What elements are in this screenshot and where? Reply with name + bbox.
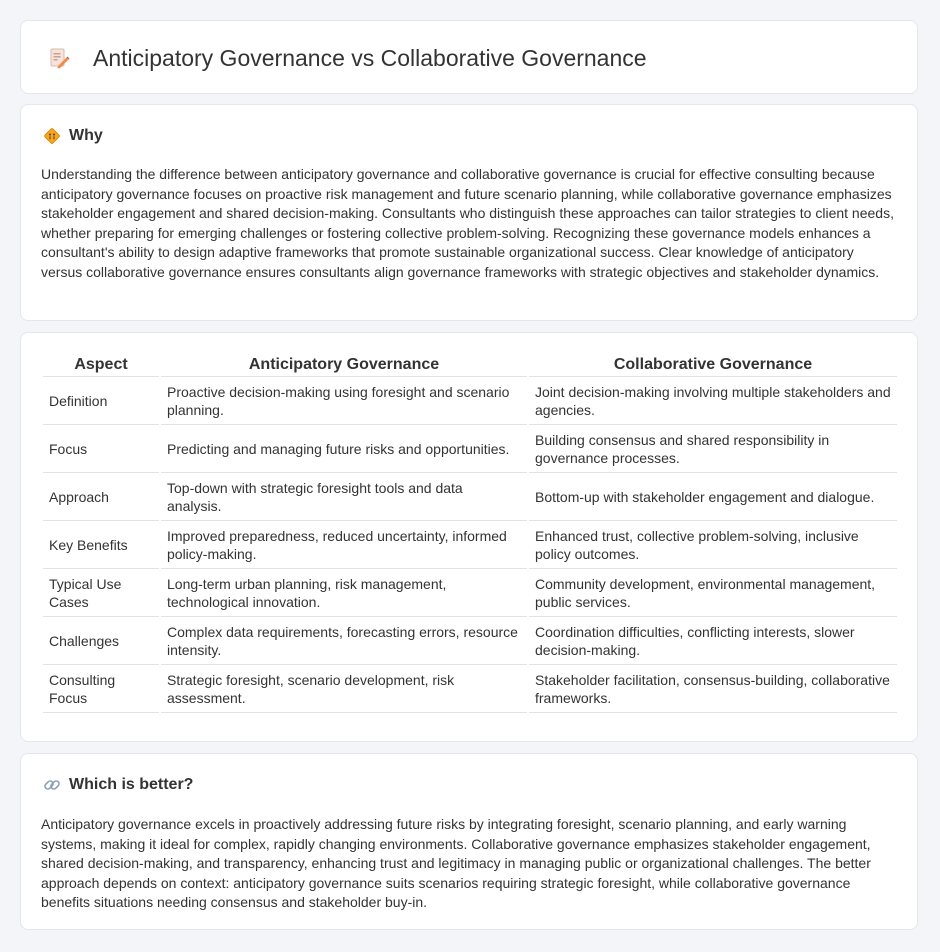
cell-anticipatory: Complex data requirements, forecasting errors, resource intensity. <box>161 617 527 665</box>
title-card <box>20 20 918 94</box>
document-edit-icon <box>47 46 71 70</box>
page-title: Anticipatory Governance vs Collaborative Governance <box>93 45 647 71</box>
cell-collaborative: Building consensus and shared responsibility in governance processes. <box>529 425 897 473</box>
cell-aspect: Definition <box>43 377 159 425</box>
better-heading-row <box>43 776 193 794</box>
cell-collaborative: Coordination difficulties, conflicting interests, slower decision-making. <box>529 617 897 665</box>
comparison-card <box>20 332 918 742</box>
better-heading: Which is better? <box>69 776 194 793</box>
cell-aspect: Key Benefits <box>43 521 159 569</box>
title-row <box>47 43 647 73</box>
cell-aspect: Typical Use Cases <box>43 569 159 617</box>
why-heading: Why <box>69 127 103 144</box>
header-collaborative: Collaborative Governance <box>529 353 897 377</box>
cell-collaborative: Stakeholder facilitation, consensus-building, collaborative frameworks. <box>529 665 897 713</box>
table-row <box>43 377 897 425</box>
why-heading-row <box>43 127 103 145</box>
comparison-table <box>41 353 899 713</box>
cell-aspect: Challenges <box>43 617 159 665</box>
which-better-card <box>20 753 918 930</box>
cell-collaborative: Enhanced trust, collective problem-solving, inclusive policy outcomes. <box>529 521 897 569</box>
cell-anticipatory: Predicting and managing future risks and opportunities. <box>161 425 527 473</box>
cell-anticipatory: Strategic foresight, scenario development, risk assessment. <box>161 665 527 713</box>
table-row <box>43 473 897 521</box>
cell-collaborative: Bottom-up with stakeholder engagement and dialogue. <box>529 473 897 521</box>
cell-collaborative: Joint decision-making involving multiple stakeholders and agencies. <box>529 377 897 425</box>
road-sign-icon <box>43 127 61 145</box>
header-anticipatory: Anticipatory Governance <box>161 353 527 377</box>
why-card <box>20 104 918 321</box>
cell-aspect: Approach <box>43 473 159 521</box>
link-icon <box>43 776 61 794</box>
why-paragraph: Understanding the difference between anticipatory governance and collaborative governance is crucial for effective consulting because anticipatory governance focuses on proactive risk management and future scenario planning, while collaborative governance emphasizes stakeholder engagement and shared decision-making. Consultants who distinguish these approaches can tailor strategies to client needs, whether preparing for emerging challenges or fostering collective problem-solving. Recognizing these governance models enhances a consultant's ability to design adaptive frameworks that promote sustainable organizational success. Clear knowledge of anticipatory versus collaborative governance ensures consultants align governance frameworks with strategic objectives and stakeholder dynamics. <box>41 166 894 280</box>
table-header-row <box>43 353 897 377</box>
table-row <box>43 521 897 569</box>
header-aspect: Aspect <box>43 353 159 377</box>
table-row <box>43 425 897 473</box>
cell-aspect: Consulting Focus <box>43 665 159 713</box>
table-row <box>43 569 897 617</box>
cell-anticipatory: Long-term urban planning, risk management, technological innovation. <box>161 569 527 617</box>
table-row <box>43 665 897 713</box>
cell-anticipatory: Proactive decision-making using foresight and scenario planning. <box>161 377 527 425</box>
cell-anticipatory: Improved preparedness, reduced uncertainty, informed policy-making. <box>161 521 527 569</box>
cell-aspect: Focus <box>43 425 159 473</box>
better-paragraph: Anticipatory governance excels in proactively addressing future risks by integrating foresight, scenario planning, and early warning systems, making it ideal for complex, rapidly changing environments. Collaborative governance emphasizes stakeholder engagement, shared decision-making, and transparency, enhancing trust and legitimacy in managing public or organizational challenges. The better approach depends on context: anticipatory governance suits scenarios requiring strategic foresight, while collaborative governance benefits situations needing consensus and stakeholder buy-in. <box>41 816 871 910</box>
cell-collaborative: Community development, environmental management, public services. <box>529 569 897 617</box>
cell-anticipatory: Top-down with strategic foresight tools and data analysis. <box>161 473 527 521</box>
table-row <box>43 617 897 665</box>
